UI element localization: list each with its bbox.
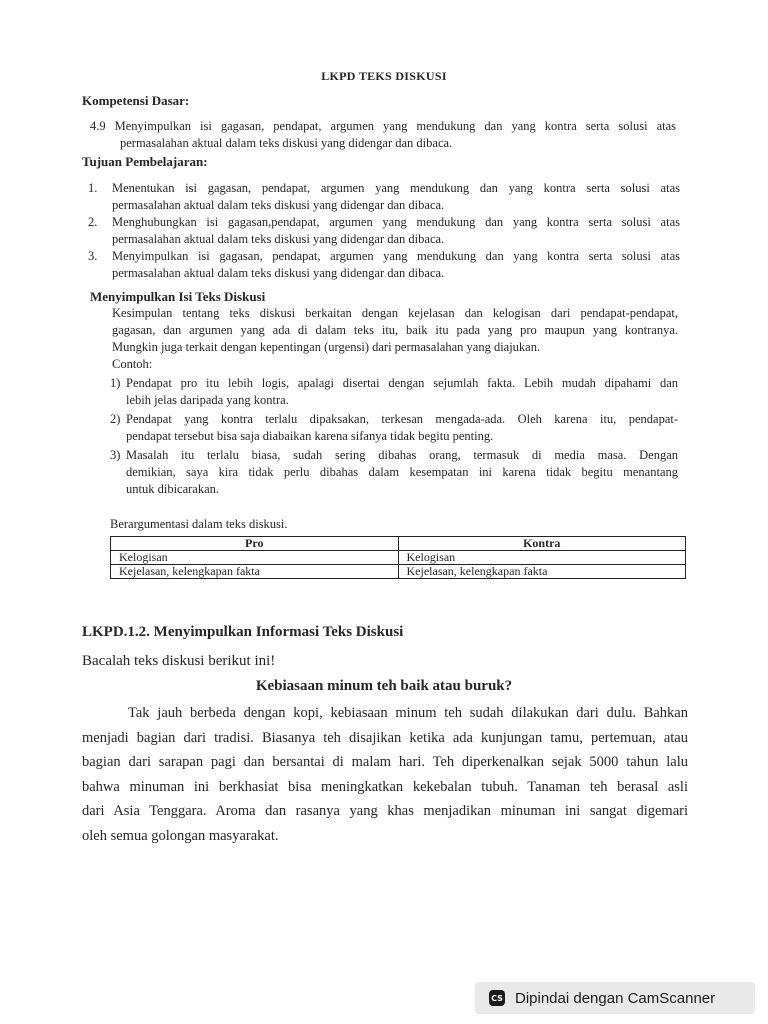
list-line: Menghubungkan isi gagasan,pendapat, argumen yang mendukung dan yang kontra serta solusi atas (112, 215, 680, 229)
list-line: untuk dibicarakan. (126, 482, 220, 496)
list-item (110, 447, 678, 498)
list-line: pendapat tersebut bisa saja diabaikan karena sifanya tidak begitu penting. (126, 429, 494, 443)
list-line: demikian, saya kira tidak perlu dibahas dalam kesempatan ini karena tidak begitu menantang (126, 465, 678, 479)
list-number: 3. (88, 249, 98, 263)
kompetensi-heading: Kompetensi Dasar: (82, 93, 190, 108)
list-line: lebih jelas daripada yang kontra. (126, 393, 289, 407)
paragraph-line: bagian dari sarapan pagi dan bersantai di malam hari. Teh diperkenalkan sejak 5000 tahun lalu (82, 754, 688, 770)
paragraph-line: dari Asia Tenggara. Aroma dan rasanya yang khas menjadikan minuman ini sangat digemari (82, 803, 688, 819)
list-line: Menyimpulkan isi gagasan, pendapat, argumen yang mendukung dan yang kontra serta solusi atas (112, 249, 680, 263)
camscanner-watermark (475, 982, 755, 1014)
list-line: Menentukan isi gagasan, pendapat, argumen yang mendukung dan yang kontra serta solusi atas (112, 181, 680, 195)
examples-list (110, 375, 678, 498)
list-item (88, 214, 680, 248)
reading-title: Kebiasaan minum teh baik atau buruk? (255, 678, 513, 694)
list-number: 2) (110, 412, 121, 426)
tujuan-list (88, 180, 680, 282)
kompetensi-line: permasalahan aktual dalam teks diskusi yang didengar dan dibaca. (120, 136, 453, 150)
list-number: 1) (110, 376, 121, 390)
table-row (111, 551, 686, 565)
paragraph-line: bahwa minuman ini berkhasiat bisa meningkatkan kekebalan tubuh. Tanaman teh berasal asli (82, 778, 688, 795)
table-cell: Kelogisan (111, 551, 399, 565)
camscanner-logo-icon: CS (489, 990, 505, 1006)
argument-table (110, 536, 686, 579)
text-line: gagasan, dan argumen yang ada di dalam teks itu, baik itu pada yang pro maupun yang kontranya. (112, 323, 678, 337)
paragraph-line: menjadi bagian dari tradisi. Biasanya teh disajikan ketika ada kunjungan tamu, pertemuan, atau (82, 729, 688, 746)
list-item (110, 375, 678, 411)
lkpd-instruction: Bacalah teks diskusi berikut ini! (82, 653, 276, 669)
menyimpulkan-heading: Menyimpulkan Isi Teks Diskusi (90, 289, 266, 304)
tujuan-heading: Tujuan Pembelajaran: (82, 154, 208, 169)
kompetensi-line: 4.9 Menyimpulkan isi gagasan, pendapat, argumen yang mendukung dan yang kontra serta solusi atas (90, 119, 676, 133)
list-item (110, 411, 678, 447)
list-line: permasalahan aktual dalam teks diskusi yang didengar dan dibaca. (112, 232, 445, 246)
list-line: Masalah itu terlalu biasa, sudah sering dibahas orang, termasuk di media masa. Dengan (126, 448, 678, 462)
lkpd-heading: LKPD.1.2. Menyimpulkan Informasi Teks Diskusi (82, 624, 404, 640)
list-number: 1. (88, 181, 98, 195)
list-item (88, 180, 680, 214)
reading-paragraph (82, 701, 688, 848)
list-number: 2. (88, 215, 98, 229)
table-caption: Berargumentasi dalam teks diskusi. (110, 517, 288, 531)
list-number: 3) (110, 448, 121, 462)
table-header-row (111, 537, 686, 551)
list-line: Pendapat yang kontra terlalu dipaksakan, terkesan mengada-ada. Oleh karena itu, pendapat- (126, 412, 678, 426)
table-cell: Kejelasan, kelengkapan fakta (111, 565, 399, 579)
contoh-label: Contoh: (112, 357, 153, 371)
table-cell: Kelogisan (398, 551, 686, 565)
list-line: permasalahan aktual dalam teks diskusi yang didengar dan dibaca. (112, 198, 445, 212)
text-line: Kesimpulan tentang teks diskusi berkaitan dengan kejelasan dan kelogisan dari pendapat-pendapat, (112, 306, 678, 320)
table-cell: Kejelasan, kelengkapan fakta (398, 565, 686, 579)
menyimpulkan-text (112, 305, 678, 373)
text-line: Mungkin juga terkait dengan kepentingan (urgensi) dari permasalahan yang diajukan. (112, 340, 541, 354)
camscanner-label: Dipindai dengan CamScanner (515, 989, 716, 1007)
kompetensi-text (90, 118, 676, 152)
list-line: permasalahan aktual dalam teks diskusi yang didengar dan dibaca. (112, 266, 445, 280)
table-row (111, 565, 686, 579)
document-title: LKPD TEKS DISKUSI (321, 69, 447, 83)
column-header-pro: Pro (111, 537, 399, 551)
column-header-kontra: Kontra (398, 537, 686, 551)
paragraph-line: oleh semua golongan masyarakat. (82, 827, 279, 844)
list-item (88, 248, 680, 282)
paragraph-line: Tak jauh berbeda dengan kopi, kebiasaan minum teh sudah dilakukan dari dulu. Bahkan (128, 705, 688, 721)
list-line: Pendapat pro itu lebih logis, apalagi disertai dengan sejumlah fakta. Lebih mudah dipahami dan (126, 376, 678, 390)
